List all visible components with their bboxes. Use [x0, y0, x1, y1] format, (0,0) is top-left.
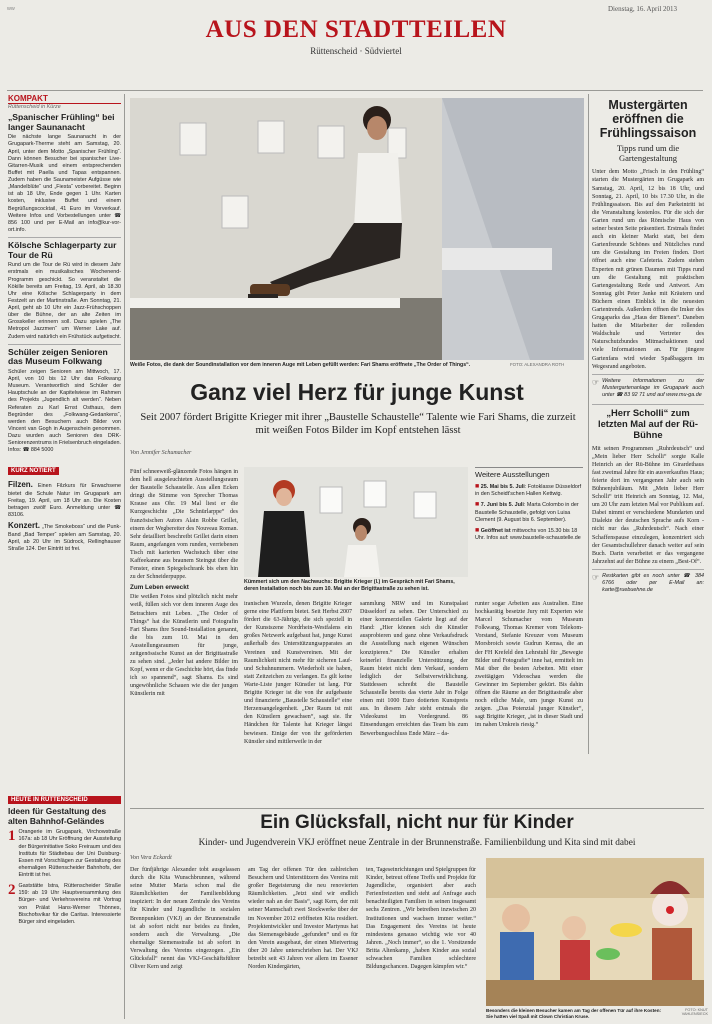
heute-label: HEUTE IN RÜTTENSCHEID [8, 796, 121, 804]
lead-photo-caption: Weiße Fotos, die dank der Soundinstallation vor dem inneren Auge mit Leben gefüllt werden: Fari Shams eröffnete „The Order of Things“. [130, 362, 471, 368]
bottom-photo-caption: Besonders die kleinen Besucher kamen am Tag der offenen Tür auf ihre Kosten: Sie hatten viel Spaß mit Clown Christian Kruse. [486, 1008, 662, 1019]
lead-column-1 [130, 468, 238, 701]
weitere-text: Fotoklasse Düsseldorf in den Scheidt'schen Hallen Kettwig. [475, 484, 582, 498]
heute-item [8, 829, 121, 881]
lead-photo [130, 98, 584, 360]
heute-item-number: 2 [8, 882, 16, 899]
lead-headline: Ganz viel Herz für junge Kunst [190, 379, 524, 405]
inset-photo [244, 467, 468, 577]
scholli-headline: „Herr Scholli“ zum letzten Mal auf der Rü-Bühne [597, 407, 698, 440]
kompakt-item-title: „Spanischer Frühling“ bei langer Saunanacht [8, 112, 115, 132]
bottom-byline: Von Vera Eckardt [130, 855, 172, 861]
kompakt-item-body: Die nächste lange Saunanacht in der Grugapark-Therme steht am Samstag, 20. April, unter dem Motto „Spanischer Frühling“. Dann können Besucher bei spanischer Live-Gitarren-Musik und einem entsprechenden Buffet mit Paella und Tapas entspannen. Zudem haben die Saunameister Aufgüsse wie „Mandelblüte“ und „Fiesta“ vorbereitet. Beginn ist ab 18 Uhr, Ende gegen 1 Uhr. Karten kosten, inklusive Buffet und einem Begrüßungscocktail, 41 Euro im Vorverkauf. Weitere Infos und Vorbestellungen unter ☎ 856 100 und per E-Mail an info@kur-vor-ort.info. [8, 134, 121, 233]
mustergarten-info: Weitere Informationen zu der Mustergartenanlage im Grugapark auch unter ☎ 83 92 71 und auf www.mu-ga.de [602, 377, 704, 398]
bottom-text: am Tag der offenen Tür den zahlreichen Besuchern und Unterstützern des Vereins mit großer Begeisterung die neu renovierten Räumlichkeiten. „Jetzt sind wir endlich wieder nah an der Basis“, sagt Kern, der mit seiner Mannschaft zwei Stockwerke über der im November 2012 eröffneten Kita residiert. Projektentwickler und Investor Martynus hat das Siemensgebäude „gefunden“ und es für den Verein ausgebaut, der einen Mietvertrag über 20 Jahre unterschrieben hat. Der VKJ betreibt seit 43 Jahren vor allem im Essener Norden Kindergärten, [248, 867, 358, 971]
scholli-text: Mit seinen Programmen „Ruhrdeutsch“ und „Mein lieber Herr Scholli“ sorgte Kalle Heinrich an der Rü-Bühne im Girardethaus fast zweimal Jahre für ein ausverkauftes Haus; feierte dort im vergangenen Jahr auch sein Bühnenjubiläum. Mit „Mein lieber Herr Scholli“ tritt Heinrich am Sonntag, 12. Mai, um 20 Uhr zum letzten Mal vor Publikum auf. Dabei nimmt er verschiedene Mundarten und Dialekte der deutschen Sprache aufs Korn - nicht nur das „Ruhrdeutsch“. Nach einer Schaffenspause einzulegen, konzentriert sich der Gesamtschullehrer danach weiter auf sein Buch. Darin verarbeitet er das vergangene Jahrzehnt auf der Bühne zu einem „Best-Of“. [592, 445, 704, 565]
lead-column-4 [475, 600, 583, 732]
right-column [592, 98, 704, 596]
kompakt-item-title: Kölsche Schlagerparty zur Tour de Rü [8, 240, 117, 260]
heute-box [8, 796, 121, 928]
bottom-subhead: Kinder- und Jugendverein VKJ eröffnet neue Zentrale in der Brunnenstraße. Familienbildung und Kita sind mit dabei [198, 838, 636, 848]
bottom-headline: Ein Glücksfall, nicht nur für Kinder [260, 812, 574, 833]
interview-photo-illustration [244, 467, 468, 577]
bottom-column-3 [366, 866, 476, 973]
bottom-column-1 [130, 866, 240, 973]
kompakt-item-title: Schüler zeigen Senioren das Museum Folkwang [8, 346, 108, 367]
lead-photo-credit: FOTO: ALEXANDRA ROTH [510, 362, 565, 367]
lead-subhead: Seit 2007 fördert Brigitte Krieger mit ihrer „Baustelle Schaustelle“ Talente wie Fari Shams, die zurzeit mit weißen Fotos Bilder im Kopf entstehen lässt [140, 412, 576, 437]
kurz-item-title: Filzen. [8, 480, 33, 490]
info-icon: ☞ [592, 377, 600, 387]
weitere-box: Weitere Ausstellungen ■ 25. Mai bis 5. Juli: Fotoklasse Düsseldorf in den Scheidt'schen Hallen Kettwig. ■ 7. Juni bis 5. Juli: Marta Colombo in der Baustelle Schaustelle, gefolgt von Luisa Clement (9. August bis 6. September). ■ Geöffnet ist mittwochs von 15.30 bis 18 Uhr. Infos auf: www.baustelle-schaustelle.de [475, 467, 583, 544]
lead-byline: Von Jennifer Schumacher [130, 450, 192, 456]
weitere-date: 25. Mai bis 5. Juli [480, 484, 525, 490]
clown-photo-illustration [486, 858, 704, 1006]
left-column-rule [124, 94, 125, 1019]
heute-item-body: Gaststätte Istra, Rüttenscheider Straße 159: ab 19 Uhr Hauptversammlung des Bürger- und Verkehrsvereins mit Vortrag von Prälat Hans-Werner Thönnes, Bischofsvikar für die Caritas. Interessierte Bürger sind eingeladen. [18, 883, 121, 925]
kurz-item-title: Konzert. [8, 521, 40, 531]
bottom-photo-credit: FOTO: KNUT VAHLENSIECK [681, 1008, 708, 1016]
kurz-item-body: Einen Filzkurs für Erwachsene bietet die Schule Natur im Grugapark am Freitag, 19. April, um 18 Uhr an. Die Kosten betragen zwölf Euro. Anmeldung unter ☎ 83106. [8, 483, 121, 519]
lead-column-3 [360, 600, 468, 740]
lead-text: Die weißen Fotos sind plötzlich nicht mehr weiß, füllen sich vor dem inneren Auge des Betrachters mit Leben. „The Order of Things“ hat die Künstlerin und Fotografin Fari Shams ihre Sound-Installation genannt, die bis zum 10. Mai in den Ausstellungsraumen für junge, zeitgenössische Kunst an der Brigittastraße zu sehen sind. „Jeder hat andere Bilder im Kopf, wenn er die Geschichte hört, das finde ich so spannend“, sagt Shams. Es sind ungewöhnliche Schauen wie die der jungen Künstlerin mit [130, 594, 238, 698]
lead-column-2 [244, 600, 352, 748]
kurz-notiert-label: KURZ NOTIERT [8, 467, 59, 475]
issue-date: Dienstag, 16. April 2013 [608, 5, 678, 13]
heute-item [8, 883, 121, 928]
weitere-date: 7. Juni bis 5. Juli [480, 502, 524, 509]
lead-text: iranischen Wurzeln, denen Brigitte Krieger gerne eine Plattform bietet. Seit Herbst 2007 fördert die 63-Jährige, die sich speziell in der Kunstszene Nordrhein-Westfalens ein großes Netzwerk aufgebaut hat, junge Kunst außerhalb des Unterstützungsapparates an Vereinen und Kunstvereinen. Mit der Raumlichkeit nicht mehr für sicheren Lauf- und Schuhnummern. Wiederholt sie haben, statt Zeitzeichen zu verlangen. Es gilt keine Warte-Liste junger Künstler ist lang. Für Brigitte Krieger ist die von ihr aufgebaute und finanzierte „Baustelle Schaustelle“ eine Herzensangelegenheit. „Der Raum ist mit den Künstlern gewachsen“, sagt sie. Ihr Händchen für Talente hat Krieger längst bewiesen. Einige der von ihr geförderten Künstler sind mittlerweile in der [244, 601, 352, 745]
weitere-text: Marta Colombo in der Baustelle Schaustelle, gefolgt von Luisa Clement (9. August bis 6. September). [475, 502, 579, 523]
weitere-hours-label: Geöffnet ist [480, 527, 511, 534]
kompakt-sub: Rüttenscheid in Kürze [8, 104, 61, 110]
kurz-item-body: „The Smokeboss“ und die Punk-Band „Bad Temper“ spielen am Samstag, 20. April, ab 20 Uhr im Südrock, Rellinghauser Straße 124. Der Eintritt ist frei. [8, 524, 121, 553]
kompakt-item-body: Rund um die Tour de Rü wird in diesem Jahr erstmals ein musikalisches Wochenend-Programm geschickt. So veranstaltet die Kökille bereits am Freitag, 19. April, ab 18.30 Uhr eine Kölsche Schlagerparty in dem Festzelt an der Martinstraße. Am Sonntag, 21. April, geht ab 10 Uhr ein Jazz-Frühschoppen über die Bühne, der an alte Zeiten im Grosskeller erinnern soll. Dazu spielen „The Metropol Jazzmen“ um Werner Lake auf. Zudem wird natürlich ein Frühstück aufgetischt. [8, 262, 121, 340]
mustergarten-headline: Mustergärten eröffnen die Frühlingssaison [599, 98, 697, 140]
weitere-title: Weitere Ausstellungen [475, 470, 550, 479]
kompakt-column [8, 94, 121, 555]
lead-text: sammlung NRW und im Kunstpalast Düsseldorf zu sehen. Der Unterschied zu einer kommerziellen Galerie liegt auf der Hand: „Hier können sich die Künstler ausprobieren und ganz ohne Verkaufsdruck die Ausstellung nach eigenen Wünschen konzipieren.“ Die Künstler erhalten keinerlei finanzielle Unterstützung, der Raum bietet nicht dem Verkauf, sondern lediglich der Selbstverwirklichung. Stattdessen schreibt die Baustelle Schaustelle bereits das vierte Jahr in Folge einen mit 1000 Euro dotierten Kunstpreis aus. In diesem Jahr steht erstmals die Videokunst im Vordergrund. 86 Einsendungen erreichten das Team bis zum Bewerbungsschluss Ende März – da- [360, 601, 468, 737]
bottom-photo [486, 858, 704, 1006]
kompakt-item-body: Schüler zeigen Senioren am Mittwoch, 17. April, von 10 bis 12 Uhr das Folkwang Museum. Verantwortlich sind Schüler der Hauptschule an der Kapitelwiese im Rahmen des Projekts „Jugendlich alt werden“. Neben Referaten zu Karl Ernst Osthaus, dem Begründer des „Folkwang-Gedankens“, werden den Besuchern auch Bilder von Vincent van Gogh in Augenschein genommen. Dazu wurden auch Senioren des DRK-Seniorenzentrums in Frielsenbruch eingeladen. Infos: ☎ 884 5000 [8, 368, 121, 454]
page-number: ww [7, 6, 15, 12]
section-subtitle: Rüttenscheid · Südviertel [310, 46, 402, 56]
header-rule [7, 90, 703, 91]
inset-photo-caption: Kümmert sich um den Nachwuchs: Brigitte Krieger (l.) im Gespräch mit Fari Shams, deren Installation noch bis zum 10. Mai an der Brigittastraße zu sehen ist. [244, 579, 455, 592]
section-title: AUS DEN STADTTEILEN [205, 16, 507, 43]
lead-text: Fünf schneeweiß-glänzende Fotos hängen in dem hell ausgeleuchteten Ausstellungsraum der Baustelle Schaustelle. Aus allen Ecken dringt die Stimme von Sprecher Thomas Krause aus Ohr. 19 Mal liest er die Kurzgeschichte „Die Schnürlarppe“ des französischen Autors Alain Robbe Grillet, einem der Wegbereiter des Nouveau Roman. Sehr detailliert beschreibt Grillet darin einen Raum, angefangen vom runden, verriebenen Tisch mit karierten Wachstuch über eine Kaffeekanne aus braunem Steingut über die Fenster, einen Spiegelschrank bis ehen hin zu der Schneiderpuppe. [130, 469, 238, 581]
heute-item-body: Orangerie im Grugapark, Virchowstraße 167a: ab 18 Uhr Eröffnung der Ausstellung der Bürgerinitiative Soko Freiraum und des Instituts für Städtebau der Uni Duisburg-Essen mit Vorschlägen zur Gestaltung des ehemaligen Rüttenscheider Bahnhofs, der Eintritt ist frei. [18, 829, 121, 879]
bottom-article-rule [130, 808, 704, 809]
weitere-hours-text: mittwochs von 15.30 bis 18 Uhr. Infos auf: www.baustelle-schaustelle.de [475, 527, 581, 542]
mustergarten-text: Unter dem Motto „Frisch in den Frühling“ starten die Mustergärten im Grugapark am Samstag, 20. April, 12 bis 18 Uhr, und Sonntag, 21. April, 10 bis 17.30 Uhr, in die Frühlingssaison. Bis auf den Parkeintritt ist die Veranstaltung kostenlos. Für die sich der Garten rund um das Römische Haus von seiner besten Seite präsentiert. Erstmals findet auch ein kleiner Markt statt, bei dem Gartenfreunde Schönes und Nützliches rund um die Gestaltung im Freien finden. Dort öffnet auch eine Cafeteria. Zudem stehen Experten mit grünen Daumen mit Tipps rund um die Gestaltung mit praktischen Gartengestaltung Rede und Antwort. Am Sonntag gibt Peter Janke mit Kräutern und Büchern einen Einblick in die neuesten Gartentrends. Außerdem öffnen die Imker des Grugaparks das „Haus der Bienen“. Daneben hatten die Mitarbeiter der rollenden Waldschule und Vertreter des Naturschutzbundes Mitmachaktionen und viele Informationen an. Für jüngere Gartenfans wird wieder Spaßbaggern im Wegesrand angeboten. [592, 169, 704, 370]
bottom-text: ten, Tageseinrichtungen und Spielgruppen für Kinder, betreut offene Treffs und Projekte für Jugendliche, organisiert aber auch Ferienfreizeiten und steht auf Anfrage auch benachteiligten Familien in seinen insgesamt sechs Zentren. „Wir betreiben inzwischen 20 Institutionen und wachsen immer weiter.“ Das Engagement des Vereins ist heute mindestens genauso wichtig wie vor 40 Jahren. „Noch immer“, so die 1. Vorsitzende Britta Altenkamp, „haben Kinder aus sozial schwachen Familien schlechtere Bildungschancen. Dagegen kämpfen wir.“ [366, 867, 476, 971]
gallery-photo-illustration [130, 98, 584, 360]
right-column-rule [588, 94, 589, 754]
mustergarten-subhead: Tipps rund um die Gartengestaltung [616, 143, 680, 164]
lead-subheading: Zum Leben erweckt [130, 584, 189, 592]
ticket-icon: ☞ [592, 572, 600, 582]
lead-text: runter sogar Arbeiten aus Australien. Eine hochkarätig besetzte Jury mit Experten wie Marcel Schumacher vom Museum Folkwang, Thomas Kremer vom Telekom-Vorstand, Stefanie Kreuzer vom Museum Morsbroich sowie Gudrun Kemsa, die an der FH Krefeld den Lehrstuhl für „Bewegte Bilder und Fotografie“ inne hat, ermittelt im Mai über die besten Arbeiten. Mit einer zweitägigen Videoschau werden die Gewinner im September gekürt. Bis dahin öffnen die Räume an der Brigittastraße aber noch etliche Male, um junge Kunst zu zeigen. „Das Potenzial junger Künstler“, sagt Brigitte Krieger, „ist in dieser Stadt und im nahen Umkreis riesig.“ [475, 601, 583, 729]
scholli-info: Restkarten gibt es noch unter ☎ 384 6766 oder per E-Mail an: karte@ruebuehne.de [602, 572, 704, 594]
heute-item-number: 1 [8, 828, 16, 845]
heute-title: Ideen für Gestaltung des alten Bahnhof-Geländes [8, 806, 107, 826]
bottom-text: Der fünfjährige Alexander tobt ausgelassen durch die Kita Wunschbrunnen, während seine Mutter Maria schon mal die Räumlichkeiten der Familienbildung inspiziert: In der neuen Zentrale des Vereins für Kinder und Jugendliche in sozialen Brennpunkten (VKJ) an der Brunnenstraße ist ab sofort nicht nur beides zu finden, sondern auch die Verwaltung. „Die ehemalige Siemensstraße ist ab sofort in Verwaltung des Vereins eingezogen. „Ein Glücksfall“ nennt das VKJ-Geschäftsführer Oliver Kern und zeigt [130, 867, 240, 971]
kompakt-label: KOMPAKT [8, 94, 121, 104]
bottom-column-2 [248, 866, 358, 973]
